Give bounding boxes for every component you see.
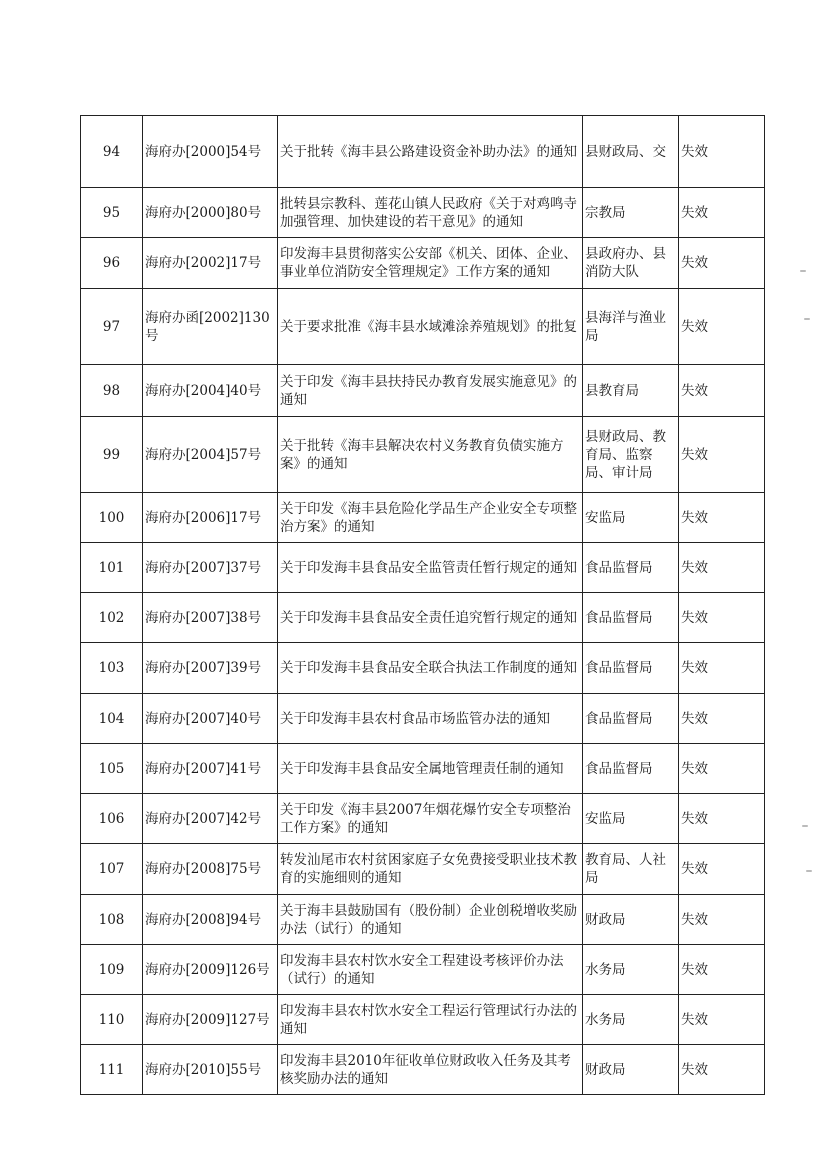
document-number: 海府办[2007]39号	[143, 643, 278, 694]
table-row	[81, 543, 765, 593]
scan-speck	[806, 870, 812, 872]
document-number: 海府办[2006]17号	[143, 493, 278, 543]
document-number: 海府办[2000]54号	[143, 116, 278, 188]
department: 县教育局	[583, 365, 679, 417]
document-title: 关于批转《海丰县解决农村义务教育负债实施方案》的通知	[278, 417, 583, 493]
table-body	[81, 116, 765, 1095]
document-title: 关于印发海丰县食品安全责任追究暂行规定的通知	[278, 593, 583, 643]
status: 失效	[679, 744, 765, 794]
document-title: 关于印发海丰县农村食品市场监管办法的通知	[278, 694, 583, 744]
document-title: 关于印发《海丰县扶持民办教育发展实施意见》的通知	[278, 365, 583, 417]
document-title: 印发海丰县农村饮水安全工程建设考核评价办法（试行）的通知	[278, 945, 583, 995]
document-number: 海府办[2007]40号	[143, 694, 278, 744]
status: 失效	[679, 493, 765, 543]
document-number: 海府办[2000]80号	[143, 188, 278, 238]
document-number: 海府办[2007]37号	[143, 543, 278, 593]
status: 失效	[679, 289, 765, 365]
table-row	[81, 744, 765, 794]
document-title: 关于批转《海丰县公路建设资金补助办法》的通知	[278, 116, 583, 188]
document-title: 印发海丰县农村饮水安全工程运行管理试行办法的通知	[278, 995, 583, 1045]
department: 教育局、人社局	[583, 844, 679, 895]
table-row	[81, 289, 765, 365]
row-number: 111	[81, 1045, 143, 1095]
department: 县海洋与渔业局	[583, 289, 679, 365]
document-title: 关于印发海丰县食品安全联合执法工作制度的通知	[278, 643, 583, 694]
row-number: 101	[81, 543, 143, 593]
document-title: 转发汕尾市农村贫困家庭子女免费接受职业技术教育的实施细则的通知	[278, 844, 583, 895]
document-number: 海府办[2007]38号	[143, 593, 278, 643]
document-number: 海府办[2007]41号	[143, 744, 278, 794]
table-row	[81, 188, 765, 238]
document-title: 关于印发海丰县食品安全属地管理责任制的通知	[278, 744, 583, 794]
table-row	[81, 694, 765, 744]
document-title: 印发海丰县贯彻落实公安部《机关、团体、企业、事业单位消防安全管理规定》工作方案的通知	[278, 238, 583, 289]
document-title: 批转县宗教科、莲花山镇人民政府《关于对鸡鸣寺加强管理、加快建设的若干意见》的通知	[278, 188, 583, 238]
department: 财政局	[583, 895, 679, 945]
regulation-table	[80, 115, 765, 1095]
document-number: 海府办[2010]55号	[143, 1045, 278, 1095]
table-row	[81, 417, 765, 493]
row-number: 95	[81, 188, 143, 238]
status: 失效	[679, 895, 765, 945]
department: 水务局	[583, 945, 679, 995]
document-title: 关于印发《海丰县危险化学品生产企业安全专项整治方案》的通知	[278, 493, 583, 543]
status: 失效	[679, 188, 765, 238]
row-number: 107	[81, 844, 143, 895]
table-row	[81, 1045, 765, 1095]
document-number: 海府办[2008]75号	[143, 844, 278, 895]
department: 食品监督局	[583, 694, 679, 744]
status: 失效	[679, 1045, 765, 1095]
status: 失效	[679, 365, 765, 417]
document-title: 印发海丰县2010年征收单位财政收入任务及其考核奖励办法的通知	[278, 1045, 583, 1095]
row-number: 97	[81, 289, 143, 365]
department: 安监局	[583, 794, 679, 844]
row-number: 105	[81, 744, 143, 794]
scan-speck	[804, 318, 810, 320]
table-row	[81, 593, 765, 643]
document-title: 关于要求批准《海丰县水域滩涂养殖规划》的批复	[278, 289, 583, 365]
table-row	[81, 895, 765, 945]
department: 财政局	[583, 1045, 679, 1095]
row-number: 98	[81, 365, 143, 417]
department: 食品监督局	[583, 643, 679, 694]
department: 水务局	[583, 995, 679, 1045]
table-row	[81, 365, 765, 417]
department: 县财政局、教育局、监察局、审计局	[583, 417, 679, 493]
row-number: 108	[81, 895, 143, 945]
document-title: 关于印发海丰县食品安全监管责任暂行规定的通知	[278, 543, 583, 593]
table-row	[81, 116, 765, 188]
status: 失效	[679, 945, 765, 995]
document-number: 海府办[2009]126号	[143, 945, 278, 995]
table-row	[81, 238, 765, 289]
row-number: 94	[81, 116, 143, 188]
document-title: 关于海丰县鼓励国有（股份制）企业创税增收奖励办法（试行）的通知	[278, 895, 583, 945]
row-number: 110	[81, 995, 143, 1045]
document-title: 关于印发《海丰县2007年烟花爆竹安全专项整治工作方案》的通知	[278, 794, 583, 844]
table-row	[81, 493, 765, 543]
department: 食品监督局	[583, 744, 679, 794]
status: 失效	[679, 543, 765, 593]
department: 食品监督局	[583, 543, 679, 593]
document-number: 海府办函[2002]130号	[143, 289, 278, 365]
scan-speck	[802, 825, 808, 827]
row-number: 102	[81, 593, 143, 643]
table-row	[81, 844, 765, 895]
status: 失效	[679, 794, 765, 844]
document-number: 海府办[2007]42号	[143, 794, 278, 844]
department: 安监局	[583, 493, 679, 543]
row-number: 100	[81, 493, 143, 543]
status: 失效	[679, 238, 765, 289]
row-number: 103	[81, 643, 143, 694]
row-number: 104	[81, 694, 143, 744]
status: 失效	[679, 995, 765, 1045]
document-number: 海府办[2002]17号	[143, 238, 278, 289]
row-number: 96	[81, 238, 143, 289]
status: 失效	[679, 417, 765, 493]
status: 失效	[679, 116, 765, 188]
status: 失效	[679, 844, 765, 895]
document-number: 海府办[2004]57号	[143, 417, 278, 493]
department: 县财政局、交	[583, 116, 679, 188]
department: 食品监督局	[583, 593, 679, 643]
table-row	[81, 945, 765, 995]
row-number: 99	[81, 417, 143, 493]
table-row	[81, 794, 765, 844]
document-number: 海府办[2009]127号	[143, 995, 278, 1045]
table-row	[81, 995, 765, 1045]
row-number: 109	[81, 945, 143, 995]
department: 县政府办、县消防大队	[583, 238, 679, 289]
status: 失效	[679, 643, 765, 694]
row-number: 106	[81, 794, 143, 844]
document-number: 海府办[2008]94号	[143, 895, 278, 945]
scan-speck	[800, 270, 806, 272]
document-number: 海府办[2004]40号	[143, 365, 278, 417]
table-row	[81, 643, 765, 694]
department: 宗教局	[583, 188, 679, 238]
status: 失效	[679, 694, 765, 744]
status: 失效	[679, 593, 765, 643]
